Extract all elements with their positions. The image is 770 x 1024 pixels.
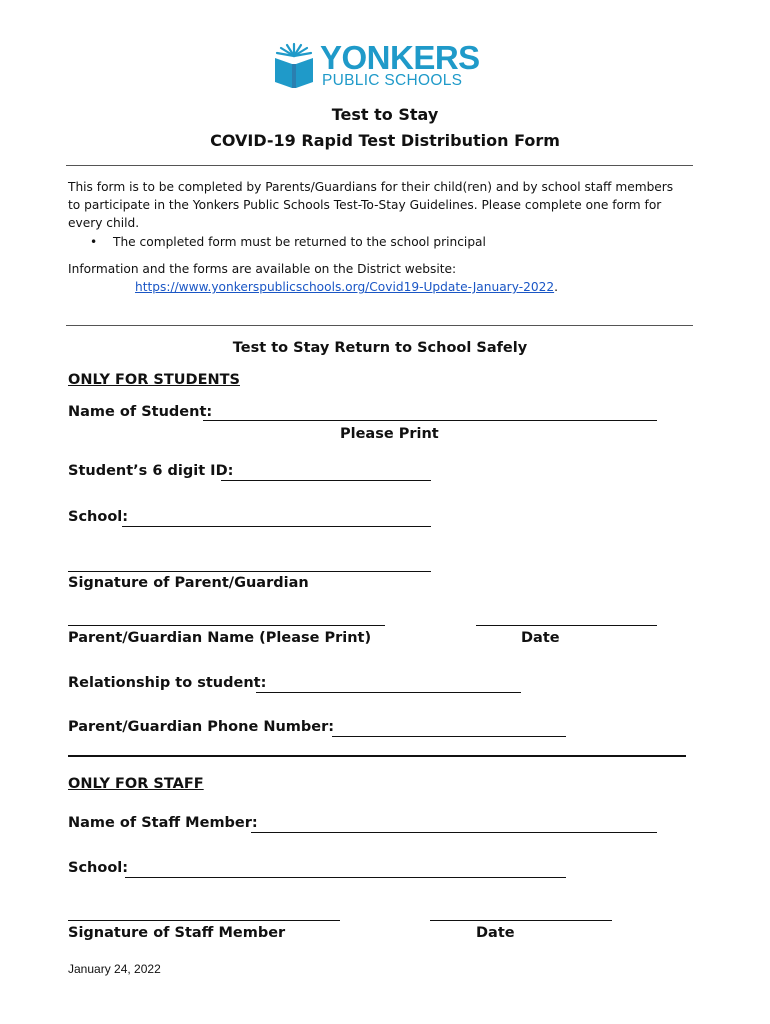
please-print-note: Please Print	[340, 426, 439, 442]
website-link-line: https://www.yonkerspublicschools.org/Covid19-Update-January-2022.	[135, 280, 558, 294]
divider	[66, 325, 693, 326]
logo-subtitle: PUBLIC SCHOOLS	[322, 72, 463, 89]
staff-date-field[interactable]	[430, 920, 612, 921]
staff-name-label: Name of Staff Member:	[68, 815, 258, 831]
section-separator	[68, 755, 686, 757]
staff-date-label: Date	[476, 925, 515, 941]
divider	[66, 165, 693, 166]
guardian-name-field[interactable]	[68, 625, 385, 626]
staff-signature-label: Signature of Staff Member	[68, 925, 286, 941]
intro-paragraph: This form is to be completed by Parents/Guardians for their child(ren) and by school staff members to participate in the Yonkers Public Schools Test-To-Stay Guidelines. Please complete one form for every child.	[68, 180, 674, 230]
website-link[interactable]: https://www.yonkerspublicschools.org/Covid19-Update-January-2022	[135, 280, 555, 294]
district-logo	[272, 39, 480, 92]
parent-signature-field[interactable]	[68, 571, 431, 572]
school-label: School:	[68, 509, 129, 525]
bullet-item	[90, 233, 97, 251]
phone-label: Parent/Guardian Phone Number:	[68, 719, 335, 735]
staff-heading: ONLY FOR STAFF	[68, 776, 204, 792]
guardian-date-label: Date	[521, 630, 560, 646]
parent-signature-label: Signature of Parent/Guardian	[68, 575, 309, 591]
phone-field[interactable]	[332, 736, 566, 737]
students-heading: ONLY FOR STUDENTS	[68, 372, 240, 388]
book-sunburst-icon	[272, 40, 316, 90]
logo-wordmark: YONKERS	[320, 39, 480, 76]
student-name-field[interactable]	[203, 420, 657, 421]
info-text: Information and the forms are available on the District website:	[68, 262, 457, 276]
guardian-date-field[interactable]	[476, 625, 657, 626]
student-name-label: Name of Student:	[68, 404, 213, 420]
guardian-name-label: Parent/Guardian Name (Please Print)	[68, 630, 372, 646]
bullet-icon: •	[90, 235, 98, 249]
school-field[interactable]	[122, 526, 431, 527]
staff-school-label: School:	[68, 860, 129, 876]
student-id-field[interactable]	[221, 480, 431, 481]
bullet-text: The completed form must be returned to the school principal	[113, 235, 486, 249]
footer-date: January 24, 2022	[68, 962, 161, 976]
staff-signature-field[interactable]	[68, 920, 340, 921]
staff-name-field[interactable]	[251, 832, 657, 833]
form-title: Test to Stay	[331, 105, 439, 124]
student-id-label: Student’s 6 digit ID:	[68, 463, 234, 479]
form-subtitle: COVID-19 Rapid Test Distribution Form	[210, 131, 560, 150]
section-heading: Test to Stay Return to School Safely	[232, 340, 528, 356]
relationship-field[interactable]	[256, 692, 521, 693]
staff-school-field[interactable]	[125, 877, 566, 878]
relationship-label: Relationship to student:	[68, 675, 267, 691]
